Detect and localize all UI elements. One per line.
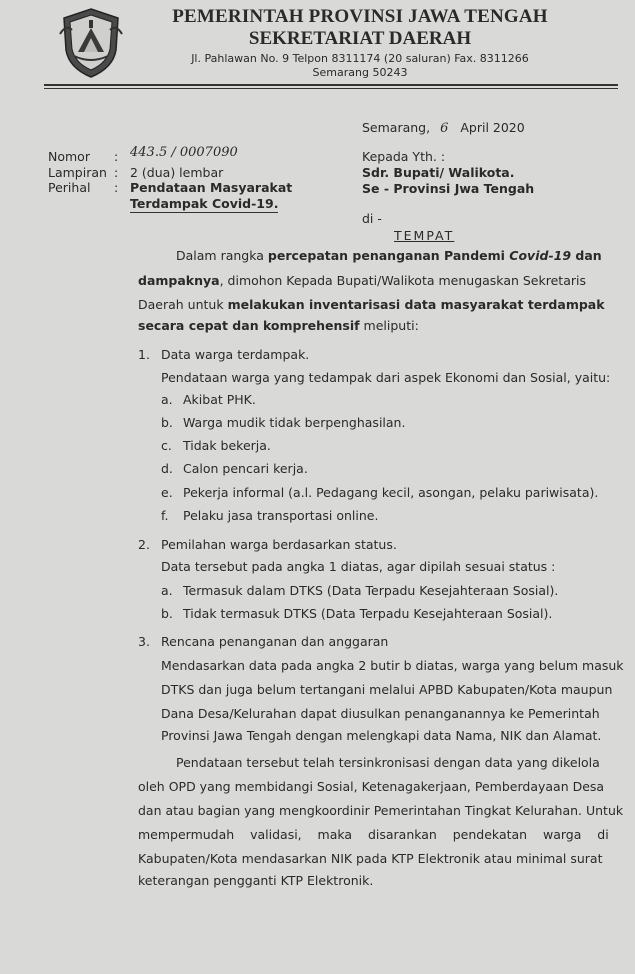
- section1-title: Data warga terdampak.: [161, 347, 310, 362]
- nomor-colon: :: [114, 149, 119, 164]
- date-day-handwritten: 6: [440, 121, 449, 136]
- list-item: Akibat PHK.: [183, 392, 256, 407]
- intro-line-2: dampaknya, dimohon Kepada Bupati/Walikota menugaskan Sekretaris: [138, 273, 586, 288]
- lampiran-value: 2 (dua) lembar: [130, 165, 224, 180]
- letterhead-rule-thin: [44, 88, 618, 89]
- list-item: Tidak termasuk DTKS (Data Terpadu Kesejahteraan Sosial).: [183, 606, 553, 621]
- list-item-letter: f.: [161, 508, 169, 523]
- section1-desc: Pendataan warga yang tedampak dari aspek Ekonomi dan Sosial, yaitu:: [161, 370, 611, 385]
- letterhead-government: PEMERINTAH PROVINSI JAWA TENGAH: [172, 6, 548, 27]
- section3-line: Provinsi Jawa Tengah dengan melengkapi data Nama, NIK dan Alamat.: [161, 728, 602, 743]
- letterhead-office: SEKRETARIAT DAERAH: [248, 28, 472, 49]
- list-item-letter: d.: [161, 461, 173, 476]
- perihal-colon: :: [114, 180, 119, 195]
- closing-line: oleh OPD yang membidangi Sosial, Ketenagakerjaan, Pemberdayaan Desa: [138, 779, 605, 794]
- closing-line: Kabupaten/Kota mendasarkan NIK pada KTP Elektronik atau minimal surat: [138, 851, 603, 866]
- section2-title: Pemilahan warga berdasarkan status.: [161, 537, 397, 552]
- section3-line: Mendasarkan data pada angka 2 butir b diatas, warga yang belum masuk: [161, 658, 624, 673]
- list-item-letter: e.: [161, 485, 173, 500]
- perihal-label: Perihal: [48, 180, 91, 195]
- recipient-name: Sdr. Bupati/ Walikota.: [362, 165, 515, 180]
- list-item-letter: b.: [161, 606, 173, 621]
- list-item-letter: a.: [161, 392, 173, 407]
- letterhead-rule: [44, 84, 618, 86]
- recipient-region: Se - Provinsi Jwa Tengah: [362, 181, 535, 196]
- perihal-line1: Pendataan Masyarakat: [130, 180, 293, 195]
- lampiran-label: Lampiran: [48, 165, 107, 180]
- list-item: Pekerja informal (a.l. Pedagang kecil, asongan, pelaku pariwisata).: [183, 485, 599, 500]
- nomor-label: Nomor: [48, 149, 90, 164]
- list-item: Pelaku jasa transportasi online.: [183, 508, 379, 523]
- closing-line: dan atau bagian yang mengkoordinir Pemerintahan Tingkat Kelurahan. Untuk: [138, 803, 624, 818]
- intro-line-3: Daerah untuk melakukan inventarisasi data masyarakat terdampak: [138, 297, 605, 312]
- list-item: Tidak bekerja.: [183, 438, 271, 453]
- closing-line: keterangan pengganti KTP Elektronik.: [138, 873, 374, 888]
- section3-line: DTKS dan juga belum tertangani melalui APBD Kabupaten/Kota maupun: [161, 682, 613, 697]
- section3-line: Dana Desa/Kelurahan dapat diusulkan penanganannya ke Pemerintah: [161, 706, 600, 721]
- list-item-letter: b.: [161, 415, 173, 430]
- list-item-letter: a.: [161, 583, 173, 598]
- closing-line: mempermudah validasi, maka disarankan pendekatan warga di: [138, 827, 609, 842]
- nomor-value: 443.5 / 0007090: [130, 145, 238, 160]
- list-item: Termasuk dalam DTKS (Data Terpadu Kesejahteraan Sosial).: [183, 583, 559, 598]
- letterhead-address: Jl. Pahlawan No. 9 Telpon 8311174 (20 saluran) Fax. 8311266: [191, 52, 529, 65]
- recipient-di: di -: [362, 211, 382, 226]
- section1-number: 1.: [138, 347, 150, 362]
- section3-number: 3.: [138, 634, 150, 649]
- list-item-letter: c.: [161, 438, 172, 453]
- recipient-salutation: Kepada Yth. :: [362, 149, 446, 164]
- central-java-emblem-icon: [58, 6, 124, 80]
- letterhead-city: Semarang 50243: [312, 66, 408, 79]
- lampiran-colon: :: [114, 165, 119, 180]
- list-item: Calon pencari kerja.: [183, 461, 308, 476]
- intro-line-4: secara cepat dan komprehensif meliputi:: [138, 318, 419, 333]
- perihal-line2: Terdampak Covid-19.: [130, 196, 279, 211]
- letter-date: Semarang, 6 April 2020: [362, 120, 525, 136]
- list-item: Warga mudik tidak berpenghasilan.: [183, 415, 406, 430]
- closing-line: Pendataan tersebut telah tersinkronisasi dengan data yang dikelola: [176, 755, 600, 770]
- intro-line-1: Dalam rangka percepatan penanganan Pandemi Covid-19 dan: [176, 248, 602, 263]
- recipient-place: TEMPAT: [394, 228, 455, 243]
- section2-desc: Data tersebut pada angka 1 diatas, agar dipilah sesuai status :: [161, 559, 556, 574]
- section2-number: 2.: [138, 537, 150, 552]
- section3-title: Rencana penanganan dan anggaran: [161, 634, 389, 649]
